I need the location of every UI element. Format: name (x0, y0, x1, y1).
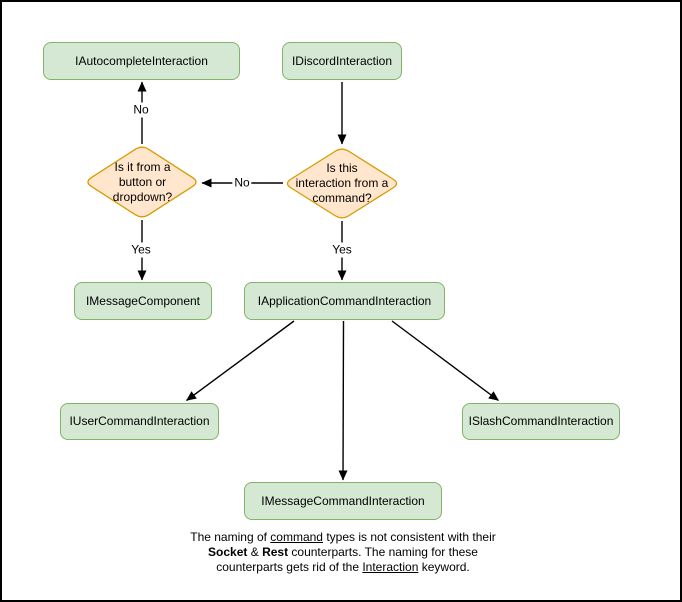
edge-label-yes-message-component: Yes (131, 242, 151, 257)
node-iusercommandinteraction: IUserCommandInteraction (60, 403, 219, 440)
edge-application-command-to-slash-command (392, 321, 499, 401)
node-iautocompleteinteraction: IAutocompleteInteraction (43, 42, 240, 80)
note-line (142, 545, 544, 560)
note-text (142, 530, 544, 575)
note-segment: Interaction (362, 560, 419, 574)
note-segment: types is not consistent with their (322, 530, 496, 544)
note-segment: Socket (208, 545, 248, 559)
note-segment: counterparts gets rid of the (216, 560, 363, 574)
note-segment: Rest (262, 545, 289, 559)
node-iapplicationcommandinteraction: IApplicationCommandInteraction (244, 282, 445, 320)
note-segment: counterparts. The naming for these (288, 545, 478, 559)
edge-application-command-to-message-command (343, 321, 344, 480)
note-line (142, 530, 544, 545)
node-imessagecomponent: IMessageComponent (74, 282, 212, 320)
note-segment: & (247, 545, 263, 559)
decision-line: command? (312, 191, 372, 205)
note-segment: command (270, 530, 323, 544)
node-islashcommandinteraction: ISlashCommandInteraction (462, 403, 620, 440)
note-segment: keyword. (418, 560, 470, 574)
edge-application-command-to-user-command (187, 321, 295, 401)
decision-line: dropdown? (112, 189, 173, 204)
node-imessagecommandinteraction: IMessageCommandInteraction (244, 482, 442, 520)
decision-button-dropdown-label (85, 145, 200, 219)
decision-line: interaction from a (295, 176, 389, 190)
decision-from-command-label (284, 147, 400, 220)
node-idiscordinteraction: IDiscordInteraction (282, 42, 402, 80)
decision-line: button or (118, 174, 167, 189)
note-segment: The naming of (190, 530, 271, 544)
decision-line: Is it from a (114, 159, 171, 174)
note-line (142, 560, 544, 575)
edge-label-no-button-dropdown: No (234, 175, 250, 190)
edge-label-no-autocomplete: No (133, 102, 149, 117)
decision-line: Is this (326, 161, 358, 175)
edge-label-yes-application-command: Yes (332, 242, 352, 257)
